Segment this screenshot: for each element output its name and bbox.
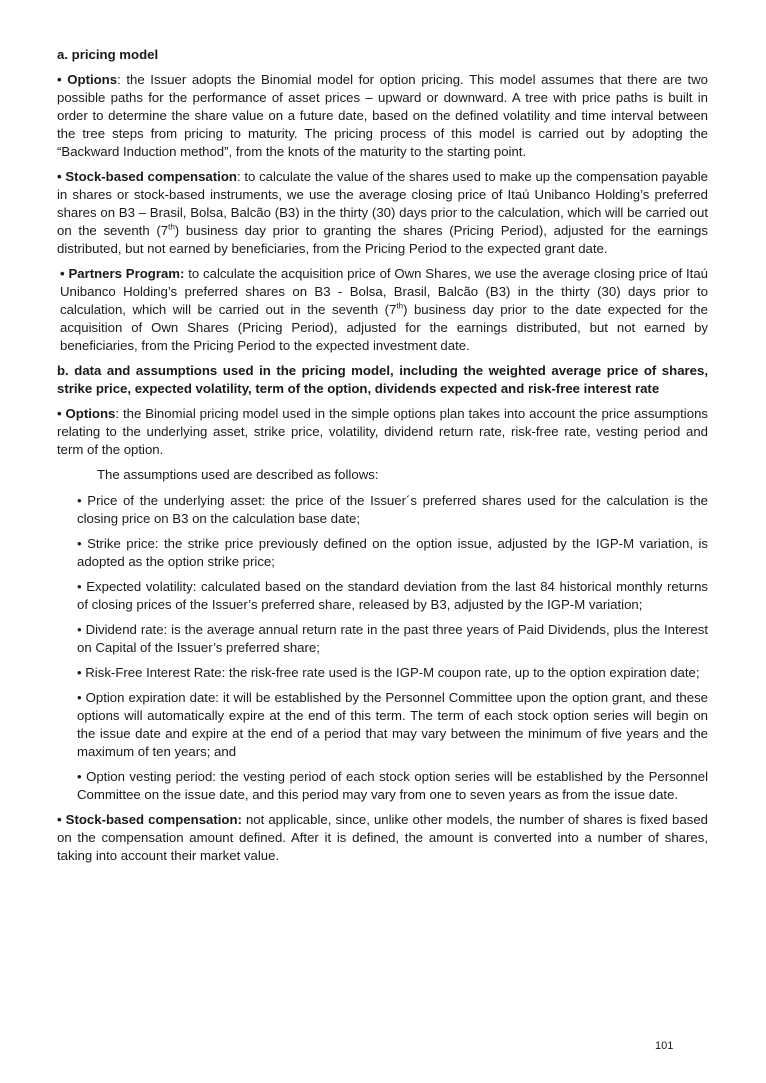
assumption-item: • Option vesting period: the vesting period of each stock option series will be established by the Personnel Committee on the issue date, and this period may vary from one to seven years as from the issue date. <box>77 769 708 802</box>
bullet: • <box>60 266 65 281</box>
options-b-text: : the Binomial pricing model used in the simple options plan takes into account the price assumptions relating to the underlying asset, strike price, volatility, dividend return rate, risk-free rate, vesting period and term of the option. <box>57 406 708 457</box>
partners-paragraph <box>57 265 708 355</box>
stock-comp-paragraph <box>57 168 708 258</box>
partners-text-end: ) business day prior to the date expected for the acquisition of Own Shares (Pricing Period), adjusted for the earnings distributed, but not earned by beneficiaries, from the Pricing Period to the expected investment date. <box>60 302 708 353</box>
options-b-paragraph <box>57 405 708 459</box>
assumption-item: • Price of the underlying asset: the price of the Issuer´s preferred shares used for the calculation is the closing price on B3 on the calculation base date; <box>77 493 708 526</box>
assumption-item: • Dividend rate: is the average annual return rate in the past three years of Paid Dividends, plus the Interest on Capital of the Issuer’s preferred share; <box>77 622 708 655</box>
assumption-item: • Strike price: the strike price previously defined on the option issue, adjusted by the IGP-M variation, is adopted as the option strike price; <box>77 536 708 569</box>
stock-comp-b-paragraph <box>57 811 708 865</box>
stock-comp-text-end: ) business day prior to granting the shares (Pricing Period), adjusted for the earnings distributed, but not earned by beneficiaries, from the Pricing Period to the expected grant date. <box>57 223 708 256</box>
page-number: 101 <box>655 1040 674 1052</box>
superscript: th <box>168 222 175 232</box>
assumptions-intro: The assumptions used are described as follows: <box>97 467 379 482</box>
stock-comp-b-label: Stock-based compensation: <box>65 812 242 827</box>
bullet: • <box>57 169 62 184</box>
document-page <box>57 46 708 872</box>
section-b-heading: b. data and assumptions used in the pricing model, including the weighted average price of shares, strike price, expected volatility, term of the option, dividends expected and risk-free interest rate <box>57 363 708 396</box>
bullet: • <box>57 812 62 827</box>
options-paragraph <box>57 71 708 161</box>
options-label: Options <box>67 72 118 87</box>
assumption-item: • Expected volatility: calculated based on the standard deviation from the last 84 historical monthly returns of closing prices of the Issuer’s preferred share, released by B3, adjusted by the IGP-M variation; <box>77 579 708 612</box>
assumption-item: • Risk-Free Interest Rate: the risk-free rate used is the IGP-M coupon rate, up to the option expiration date; <box>77 665 700 680</box>
section-a-heading: a. pricing model <box>57 47 159 62</box>
assumption-item: • Option expiration date: it will be established by the Personnel Committee upon the option grant, and these options will automatically expire at the end of this term. The term of each stock option series will begin on the issue date and expire at the end of a period that may vary between the minimum of five years and the maximum of ten years; and <box>77 690 708 759</box>
options-text: : the Issuer adopts the Binomial model for option pricing. This model assumes that there are two possible paths for the performance of asset prices – upward or downward. A tree with price paths is built in order to determine the share value on a future date, based on the defined volatility and time interval between the tree steps from pricing to maturity. The pricing process of this model is carried out by adopting the “Backward Induction method”, from the knots of the maturity to the starting point. <box>57 72 709 159</box>
options-b-label: Options <box>65 406 116 421</box>
stock-comp-label: Stock-based compensation <box>65 169 237 184</box>
superscript: th <box>396 301 404 311</box>
stock-comp-text: : to calculate the value of the shares used to make up the compensation payable in shares or stock-based instruments, we use the average closing price of Itaú Unibanco Holding’s preferred shares on B3 – Brasil, Bolsa, Balcão (B3) in the thirty (30) days prior to the calculation, which will be carried out on the seventh (7 <box>57 169 708 238</box>
partners-label: Partners Program: <box>68 266 185 281</box>
stock-comp-b-text: not applicable, since, unlike other models, the number of shares is fixed based on the compensation amount defined. After it is defined, the amount is converted into a number of shares, taking into account their market value. <box>57 812 708 863</box>
bullet: • <box>57 72 62 87</box>
partners-text: to calculate the acquisition price of Own Shares, we use the average closing price of Itaú Unibanco Holding’s preferred shares on B3 - Bolsa, Brasil, Balcão (B3) in the thirty (30) days prior to calculation, which will be carried out in the seventh (7 <box>60 266 709 317</box>
bullet: • <box>57 406 62 421</box>
